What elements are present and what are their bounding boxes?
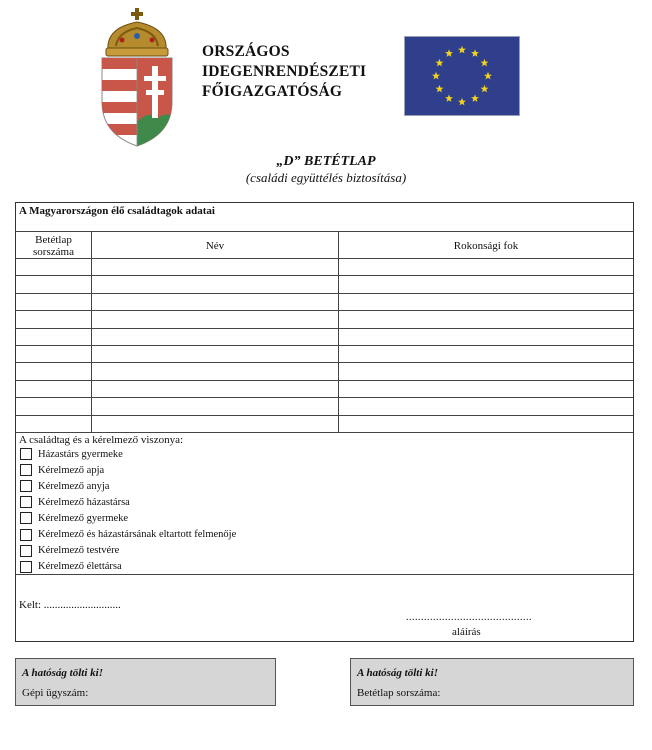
eu-stars (405, 37, 519, 115)
table-cell-relation[interactable] (339, 329, 633, 345)
relationship-option-label: Házastárs gyermeke (38, 448, 123, 460)
table-cell-relation[interactable] (339, 346, 633, 362)
relationship-option[interactable] (20, 560, 122, 574)
form-title: „D” BETÉTLAP (276, 154, 376, 169)
signature-section-rule (15, 574, 633, 575)
relationship-option-label: Kérelmező és házastársának eltartott felmenője (38, 529, 237, 540)
agency-line-3: FŐIGAZGATÓSÁG (202, 83, 343, 100)
relationship-label: A családtag és a kérelmező viszonya: (19, 434, 184, 446)
table-cell-insert-number[interactable] (16, 416, 91, 432)
table-cell-name[interactable] (92, 294, 338, 310)
eu-star (458, 46, 466, 54)
eu-star (432, 72, 440, 80)
table-cell-name[interactable] (92, 363, 338, 379)
eu-star (481, 59, 489, 67)
table-cell-insert-number[interactable] (16, 259, 91, 275)
table-cell-insert-number[interactable] (16, 398, 91, 414)
section-title: A Magyarországon élő családtagok adatai (19, 205, 215, 217)
relationship-option[interactable] (20, 528, 236, 542)
table-cell-insert-number[interactable] (16, 294, 91, 310)
relationship-option-label: Kérelmező gyermeke (38, 512, 129, 524)
table-cell-insert-number[interactable] (16, 311, 91, 327)
table-cell-relation[interactable] (339, 276, 633, 292)
coat-of-arms-icon (96, 6, 178, 148)
eu-flag-icon (404, 36, 520, 116)
relationship-option[interactable] (20, 511, 128, 525)
table-cell-insert-number[interactable] (16, 346, 91, 362)
relationship-option[interactable] (20, 479, 109, 493)
relationship-option[interactable] (20, 447, 123, 461)
checkbox[interactable] (20, 529, 32, 541)
eu-star (435, 85, 443, 93)
relationship-option[interactable] (20, 544, 119, 558)
table-header-top-rule (15, 231, 633, 232)
eu-star (435, 59, 443, 67)
eu-star (445, 49, 453, 57)
relationship-option-label: Kérelmező házastársa (38, 496, 130, 508)
checkbox[interactable] (20, 496, 32, 508)
relationship-option[interactable] (20, 463, 104, 477)
table-cell-relation[interactable] (339, 259, 633, 275)
table-cell-insert-number[interactable] (16, 381, 91, 397)
relationship-option[interactable] (20, 495, 130, 509)
relationship-option-label: Kérelmező testvére (38, 545, 120, 557)
table-cell-relation[interactable] (339, 363, 633, 379)
col-header-insert-number (16, 234, 91, 258)
date-field[interactable]: Kelt: ............................ (19, 599, 121, 611)
eu-star (481, 85, 489, 93)
col-header-insert-number-text: Betétlap sorszáma (33, 234, 74, 258)
agency-name (202, 42, 366, 102)
authority-box-case-number (15, 658, 276, 706)
table-cell-relation[interactable] (339, 416, 633, 432)
checkbox[interactable] (20, 480, 32, 492)
case-number-field[interactable]: Gépi ügyszám: (22, 687, 89, 699)
table-cell-insert-number[interactable] (16, 363, 91, 379)
relationship-option-label: Kérelmező élettársa (38, 561, 122, 573)
checkbox[interactable] (20, 464, 32, 476)
table-cell-relation[interactable] (339, 294, 633, 310)
table-cell-relation[interactable] (339, 398, 633, 414)
eu-star (471, 94, 479, 102)
authority-box-title: A hatóság tölti ki! (357, 667, 438, 679)
checkbox[interactable] (20, 512, 32, 524)
authority-box-insert-number (350, 658, 634, 706)
checkbox[interactable] (20, 448, 32, 460)
table-cell-name[interactable] (92, 416, 338, 432)
table-cell-relation[interactable] (339, 381, 633, 397)
table-cell-name[interactable] (92, 398, 338, 414)
eu-star (471, 49, 479, 57)
agency-line-2: IDEGENRENDÉSZETI (202, 63, 367, 80)
table-cell-name[interactable] (92, 276, 338, 292)
table-row-rule (15, 432, 633, 433)
table-cell-name[interactable] (92, 329, 338, 345)
relationship-option-label: Kérelmező anyja (38, 480, 110, 492)
eu-star (458, 98, 466, 106)
col-header-name: Név (205, 240, 225, 252)
checkbox[interactable] (20, 545, 32, 557)
eu-star (445, 94, 453, 102)
relationship-option-label: Kérelmező apja (38, 464, 105, 476)
table-cell-relation[interactable] (339, 311, 633, 327)
checkbox[interactable] (20, 561, 32, 573)
eu-star (484, 72, 492, 80)
table-cell-name[interactable] (92, 259, 338, 275)
insert-number-field[interactable]: Betétlap sorszáma: (357, 687, 441, 699)
table-cell-name[interactable] (92, 311, 338, 327)
signature-label: aláírás (452, 626, 481, 638)
table-cell-insert-number[interactable] (16, 276, 91, 292)
table-cell-name[interactable] (92, 381, 338, 397)
table-cell-insert-number[interactable] (16, 329, 91, 345)
col-header-relation: Rokonsági fok (453, 240, 519, 252)
agency-line-1: ORSZÁGOS (202, 43, 290, 60)
table-cell-name[interactable] (92, 346, 338, 362)
authority-box-title: A hatóság tölti ki! (22, 667, 103, 679)
signature-line[interactable]: .......................................... (406, 612, 532, 623)
form-subtitle: (családi együttélés biztosítása) (245, 170, 407, 185)
